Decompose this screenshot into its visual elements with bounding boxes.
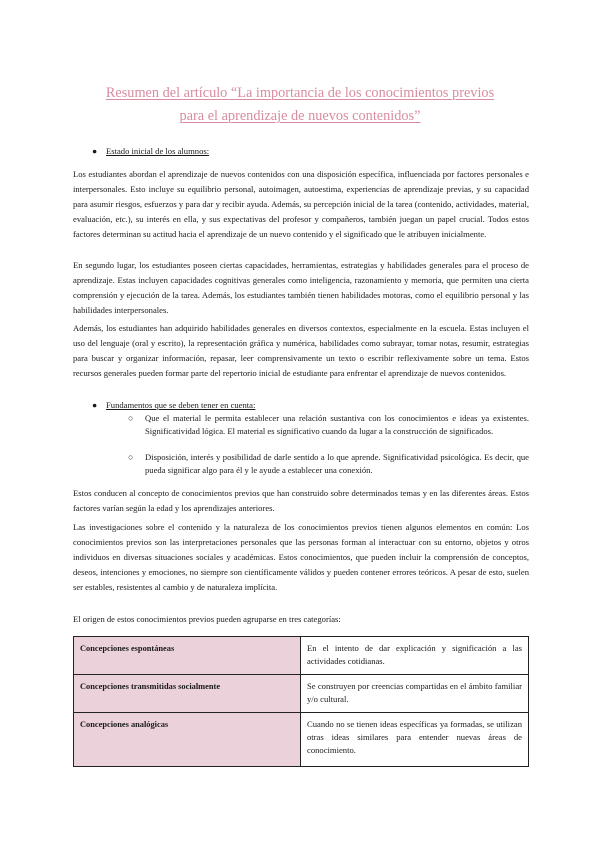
title-line-1: Resumen del artículo “La importancia de los conocimientos previos bbox=[105, 85, 495, 101]
paragraph-6: El origen de estos conocimientos previos pueden agruparse en tres categorías: bbox=[73, 614, 341, 624]
table-cell-label: Concepciones analógicas bbox=[74, 713, 301, 767]
section-heading-fundamentals: ● Fundamentos que se deben tener en cuenta: bbox=[92, 400, 256, 410]
table-row bbox=[74, 713, 529, 767]
categories-table bbox=[73, 636, 529, 767]
paragraph-4: Estos conducen al concepto de conocimientos previos que han construido sobre determinados temas y en las diferentes áreas. Estos factores varían según la edad y los aprendizajes anteriores. bbox=[73, 488, 529, 513]
table-row bbox=[74, 675, 529, 713]
paragraph-1: Los estudiantes abordan el aprendizaje de nuevos contenidos con una disposición específica, influenciada por factores personales e interpersonales. Esto incluye su equilibrio personal, autoimagen, autoestima, experiencias de aprendizaje previas, y su capacidad para asumir riesgos, esfuerzos y para dar y recibir ayuda. Además, su percepción inicial de la tarea (contenido, actividades, material, evaluación, etc.), su interés en ella, y sus expectativas del profesor y compañeros, también juegan un papel crucial. Todos estos factores determinan su actitud hacia el aprendizaje de un nuevo contenido y el significado que le atribuyen inicialmente. bbox=[73, 169, 529, 239]
paragraph-3: Además, los estudiantes han adquirido habilidades generales en diversos contextos, especialmente en la escuela. Estas incluyen el uso del lenguaje (oral y escrito), la representación gráfica y numérica, habilidades como subrayar, tomar notas, resumir, estrategias para buscar y organizar información, repasar, leer comprensivamente un texto o escribir reflexivamente sobre un tema. Estos recursos generales pueden formar parte del repertorio inicial de estudiante para enfrentar el aprendizaje de nuevos contenidos. bbox=[73, 323, 529, 378]
table-cell-description: Cuando no se tienen ideas específicas ya formadas, se utilizan otras ideas similares para entender nuevas áreas de conocimiento. bbox=[301, 713, 529, 767]
circle-bullet-icon: ○ bbox=[128, 452, 134, 462]
table-row bbox=[74, 637, 529, 675]
document-page: Resumen del artículo “La importancia de los conocimientos previos para el aprendizaje de nuevos contenidos” ● Estado inicial de los alumnos: Los estudiantes abordan el aprendizaje de nuevos contenidos con una disposición específica, influenciada por factores personales e interpersonales. Esto incluye su equilibrio personal, autoimagen, autoestima, experiencias de aprendizaje previas, y su capacidad para asumir riesgos, esfuerzos y para dar y recibir ayuda. Además, su percepción inicial de la tarea (contenido, actividades, material, evaluación, etc.), su interés en ella, y sus expectativas del profesor y compañeros, también juegan un papel crucial. Todos estos factores determinan su actitud hacia el aprendizaje de un nuevo contenido y el significado que le atribuyen inicialmente. En segundo lugar, los estudiantes poseen ciertas capacidades, herramientas, estrategias y habilidades generales para el proceso de aprendizaje. Estas incluyen capacidades cognitivas generales como inteligencia, razonamiento y memoria, que permiten una cierta comprensión y ejecución de la tarea. Además, los estudiantes también tienen habilidades motoras, como el equilibrio personal y las habilidades interpersonales. Además, los estudiantes han adquirido habilidades generales en diversos contextos, especialmente en la escuela. Estas incluyen el uso del lenguaje (oral y escrito), la representación gráfica y numérica, habilidades como subrayar, tomar notas, resumir, estrategias para buscar y organizar información, repasar, leer comprensivamente un texto o escribir reflexivamente sobre un tema. Estos recursos generales pueden formar parte del repertorio inicial de estudiante para enfrentar el aprendizaje de nuevos contenidos. ● Fundamentos que se deben tener en cuenta: ○ Que el material le permita establecer una relación sustantiva con los conocimientos e ideas ya existentes. Significatividad lógica. El material es significativo cuando da lugar a la construcción de significados. ○ Disposición, interés y posibilidad de darle sentido a lo que aprende. Significatividad psicológica. Es decir, que pueda significar algo para él y le ayude a establecer una conexión. Estos conducen al concepto de conocimientos previos que han construido sobre determinados temas y en las diferentes áreas. Estos factores varían según la edad y los aprendizajes anteriores. Las investigaciones sobre el contenido y la naturaleza de los conocimientos previos tienen algunos elementos en común: Los conocimientos previos son las interpretaciones personales que las personas forman al interactuar con su entorno, objetos y otros individuos en diversas situaciones sociales y académicas. Estos conocimientos, que pueden incluir la comprensión de conceptos, deseos, intenciones y emociones, no siempre son científicamente válidos y pueden contener errores teóricos. A pesar de esto, suelen ser estables, resistentes al cambio y de naturaleza implícita. El origen de estos conocimientos previos pueden agruparse en tres categorías: Concepciones espontáneas En el intento de dar explicación y significación a las actividades cotidianas. Concepciones transmitidas socialmente Se construyen por creencias compartidas en el ámbito familiar y/o cultural. Concepciones analógicas Cuando no se tienen ideas específicas ya formadas, se utilizan otras ideas similares para entender nuevas áreas de conocimiento. bbox=[0, 0, 600, 848]
table-cell-label: Concepciones transmitidas socialmente bbox=[74, 675, 301, 713]
circle-bullet-icon: ○ bbox=[128, 413, 134, 423]
table-cell-label: Concepciones espontáneas bbox=[74, 637, 301, 675]
paragraph-2: En segundo lugar, los estudiantes poseen ciertas capacidades, herramientas, estrategias y habilidades generales para el proceso de aprendizaje. Estas incluyen capacidades cognitivas generales como inteligencia, razonamiento y memoria, que permiten una cierta comprensión y ejecución de la tarea. Además, los estudiantes también tienen habilidades motoras, como el equilibrio personal y las habilidades interpersonales. bbox=[73, 260, 529, 315]
bullet-dot-icon: ● bbox=[92, 146, 98, 156]
section-heading-initial-state: ● Estado inicial de los alumnos: bbox=[92, 146, 210, 156]
table-cell-description: Se construyen por creencias compartidas en el ámbito familiar y/o cultural. bbox=[301, 675, 529, 713]
bullet-dot-icon: ● bbox=[92, 400, 98, 410]
table-cell-description: En el intento de dar explicación y significación a las actividades cotidianas. bbox=[301, 637, 529, 675]
document-title bbox=[60, 82, 540, 128]
title-line-2: para el aprendizaje de nuevos contenidos” bbox=[179, 108, 421, 124]
paragraph-5: Las investigaciones sobre el contenido y la naturaleza de los conocimientos previos tienen algunos elementos en común: Los conocimientos previos son las interpretaciones personales que las personas forman al interactuar con su entorno, objetos y otros individuos en diversas situaciones sociales y académicas. Estos conocimientos, que pueden incluir la comprensión de conceptos, deseos, intenciones y emociones, no siempre son científicamente válidos y pueden contener errores teóricos. A pesar de esto, suelen ser estables, resistentes al cambio y de naturaleza implícita. bbox=[73, 522, 529, 592]
